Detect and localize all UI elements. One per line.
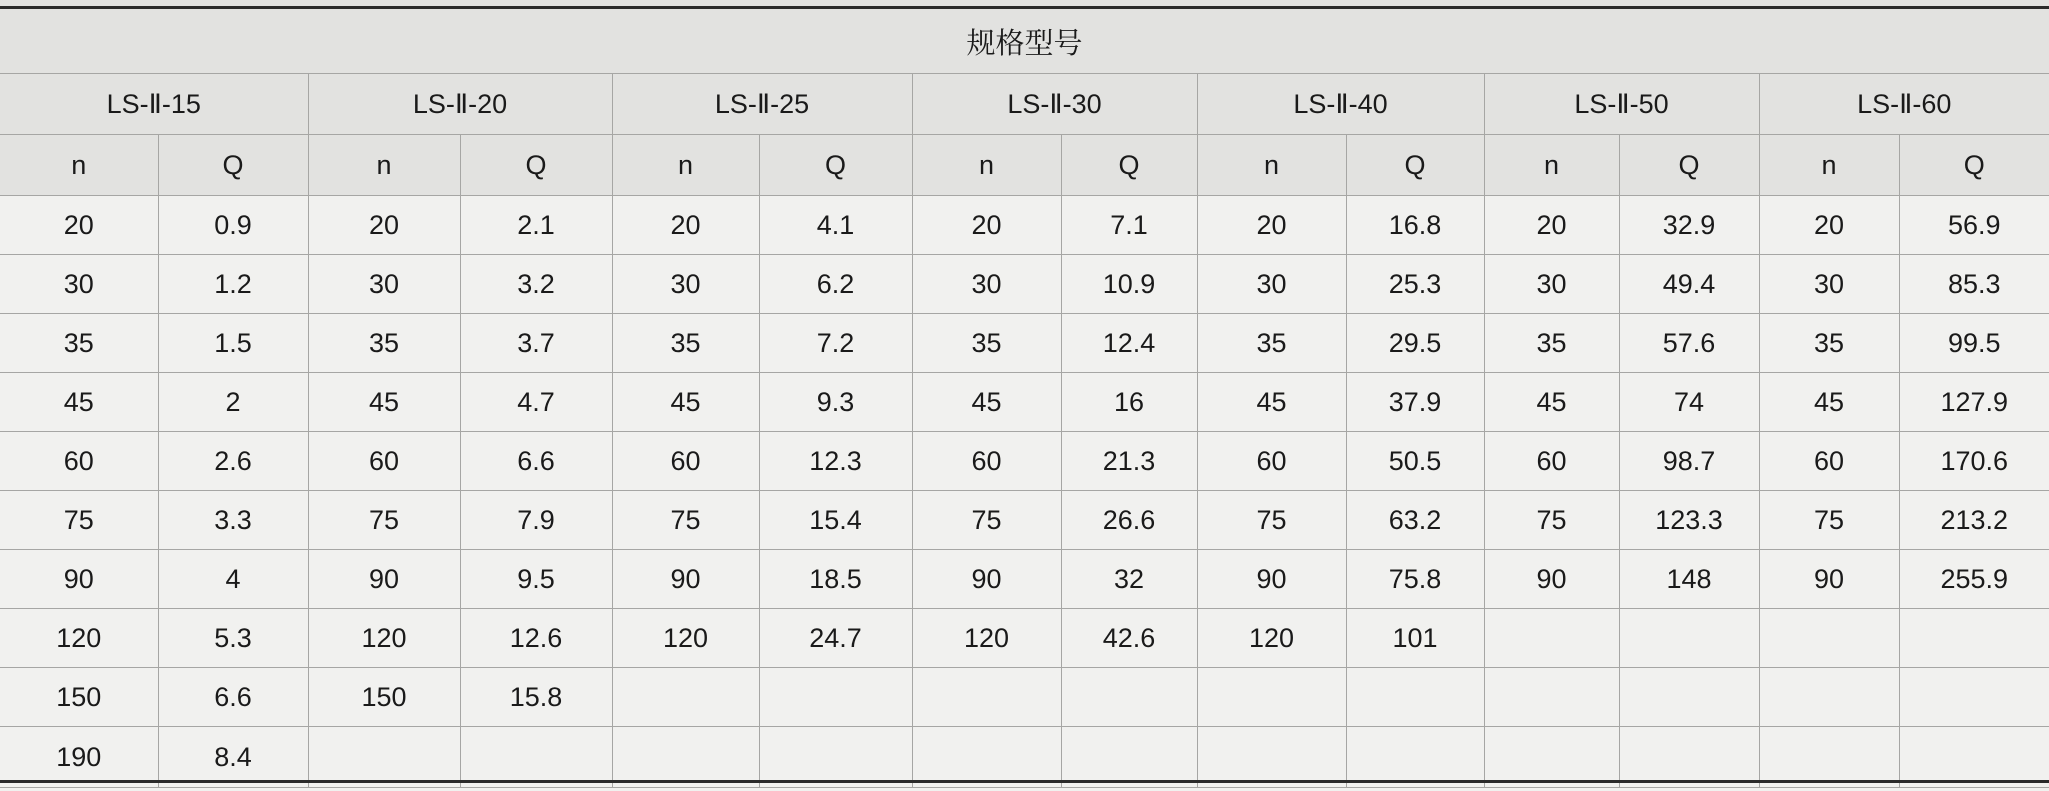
model-header: LS-Ⅱ-25 [612,74,912,135]
q-cell: 5.3 [158,609,308,668]
q-cell [1619,609,1759,668]
n-cell: 20 [1197,196,1346,255]
q-cell: 12.3 [759,432,912,491]
n-cell: 20 [1484,196,1619,255]
n-cell: 150 [308,668,460,727]
n-cell: 20 [912,196,1061,255]
n-cell: 60 [1759,432,1899,491]
n-cell [1759,668,1899,727]
n-cell: 190 [0,727,158,788]
n-cell: 20 [0,196,158,255]
n-cell: 75 [1484,491,1619,550]
q-cell [1061,727,1197,788]
q-cell: 63.2 [1346,491,1484,550]
q-cell: 9.3 [759,373,912,432]
q-cell: 3.7 [460,314,612,373]
n-cell [1759,727,1899,788]
n-cell: 45 [612,373,759,432]
q-cell: 2.6 [158,432,308,491]
n-cell: 45 [308,373,460,432]
n-cell: 30 [1484,255,1619,314]
n-cell: 30 [912,255,1061,314]
model-header: LS-Ⅱ-20 [308,74,612,135]
n-cell: 150 [0,668,158,727]
title-row [0,9,2049,74]
n-cell: 35 [912,314,1061,373]
q-cell: 170.6 [1899,432,2049,491]
n-cell: 90 [612,550,759,609]
q-cell [1061,668,1197,727]
n-cell: 45 [1484,373,1619,432]
n-header: n [0,135,158,196]
q-cell: 25.3 [1346,255,1484,314]
q-cell: 42.6 [1061,609,1197,668]
n-cell: 35 [612,314,759,373]
n-cell: 20 [308,196,460,255]
q-cell: 4 [158,550,308,609]
q-cell: 213.2 [1899,491,2049,550]
model-header-row [0,74,2049,135]
n-cell: 90 [1484,550,1619,609]
table-row [0,491,2049,550]
n-cell: 35 [1484,314,1619,373]
n-cell: 20 [1759,196,1899,255]
q-cell: 50.5 [1346,432,1484,491]
n-cell: 75 [1197,491,1346,550]
n-cell [1484,609,1619,668]
q-cell: 9.5 [460,550,612,609]
n-cell: 45 [1759,373,1899,432]
n-cell [1484,668,1619,727]
q-cell: 49.4 [1619,255,1759,314]
n-cell: 90 [912,550,1061,609]
q-cell: 74 [1619,373,1759,432]
n-cell: 60 [912,432,1061,491]
spec-table [0,9,2049,788]
n-cell: 90 [1197,550,1346,609]
q-cell [1899,668,2049,727]
n-cell: 60 [1484,432,1619,491]
q-cell: 6.2 [759,255,912,314]
q-header: Q [460,135,612,196]
n-cell [912,668,1061,727]
table-row [0,668,2049,727]
q-header: Q [759,135,912,196]
q-cell: 127.9 [1899,373,2049,432]
q-cell: 148 [1619,550,1759,609]
n-cell: 30 [1197,255,1346,314]
n-cell: 120 [1197,609,1346,668]
n-cell: 35 [1759,314,1899,373]
q-cell: 4.1 [759,196,912,255]
q-cell: 15.4 [759,491,912,550]
q-cell: 6.6 [460,432,612,491]
n-cell [1197,727,1346,788]
n-cell: 75 [612,491,759,550]
q-cell: 1.5 [158,314,308,373]
table-row [0,727,2049,788]
n-cell: 30 [308,255,460,314]
q-cell [1619,668,1759,727]
n-cell: 30 [1759,255,1899,314]
n-cell: 35 [308,314,460,373]
q-cell: 1.2 [158,255,308,314]
n-header: n [308,135,460,196]
q-cell: 123.3 [1619,491,1759,550]
n-cell: 75 [308,491,460,550]
q-cell: 4.7 [460,373,612,432]
n-cell: 20 [612,196,759,255]
q-header: Q [158,135,308,196]
n-cell [308,727,460,788]
n-cell: 120 [612,609,759,668]
q-header: Q [1899,135,2049,196]
q-cell: 16 [1061,373,1197,432]
q-cell: 15.8 [460,668,612,727]
model-header: LS-Ⅱ-15 [0,74,308,135]
n-cell: 60 [612,432,759,491]
q-cell [759,727,912,788]
table-row [0,609,2049,668]
n-header: n [1759,135,1899,196]
q-cell: 99.5 [1899,314,2049,373]
n-header: n [1197,135,1346,196]
n-cell: 90 [1759,550,1899,609]
q-cell: 56.9 [1899,196,2049,255]
n-cell: 75 [1759,491,1899,550]
sub-header-row [0,135,2049,196]
table-title: 规格型号 [0,9,2049,74]
q-cell: 7.2 [759,314,912,373]
n-cell: 60 [0,432,158,491]
q-cell [1899,727,2049,788]
q-cell: 24.7 [759,609,912,668]
q-cell: 57.6 [1619,314,1759,373]
q-header: Q [1061,135,1197,196]
q-cell: 85.3 [1899,255,2049,314]
table-row [0,373,2049,432]
table-row [0,196,2049,255]
q-cell [1346,727,1484,788]
q-cell [460,727,612,788]
q-cell: 26.6 [1061,491,1197,550]
n-cell: 75 [0,491,158,550]
q-cell: 29.5 [1346,314,1484,373]
bottom-rule [0,780,2049,783]
q-cell: 12.6 [460,609,612,668]
table-row [0,550,2049,609]
q-cell [1899,609,2049,668]
q-cell: 12.4 [1061,314,1197,373]
q-cell: 6.6 [158,668,308,727]
table-row [0,255,2049,314]
q-cell: 32.9 [1619,196,1759,255]
q-cell [1619,727,1759,788]
q-cell: 75.8 [1346,550,1484,609]
q-cell: 3.3 [158,491,308,550]
q-header: Q [1619,135,1759,196]
n-cell: 60 [1197,432,1346,491]
q-cell: 18.5 [759,550,912,609]
q-cell: 7.1 [1061,196,1197,255]
q-cell: 37.9 [1346,373,1484,432]
n-cell [912,727,1061,788]
n-cell [1759,609,1899,668]
model-header: LS-Ⅱ-40 [1197,74,1484,135]
q-cell [759,668,912,727]
n-cell: 90 [0,550,158,609]
q-cell: 8.4 [158,727,308,788]
n-cell: 120 [308,609,460,668]
model-header: LS-Ⅱ-30 [912,74,1197,135]
model-header: LS-Ⅱ-50 [1484,74,1759,135]
n-cell: 30 [0,255,158,314]
q-cell: 2.1 [460,196,612,255]
q-cell: 3.2 [460,255,612,314]
n-cell [1197,668,1346,727]
n-cell [612,727,759,788]
n-cell: 45 [1197,373,1346,432]
n-cell: 90 [308,550,460,609]
table-row [0,432,2049,491]
n-header: n [912,135,1061,196]
n-cell: 120 [912,609,1061,668]
n-header: n [612,135,759,196]
q-cell: 255.9 [1899,550,2049,609]
q-header: Q [1346,135,1484,196]
q-cell: 101 [1346,609,1484,668]
q-cell: 98.7 [1619,432,1759,491]
n-cell [612,668,759,727]
q-cell [1346,668,1484,727]
n-cell: 60 [308,432,460,491]
q-cell: 0.9 [158,196,308,255]
q-cell: 16.8 [1346,196,1484,255]
q-cell: 10.9 [1061,255,1197,314]
model-header: LS-Ⅱ-60 [1759,74,2049,135]
n-cell [1484,727,1619,788]
table-body [0,196,2049,788]
n-cell: 45 [912,373,1061,432]
q-cell: 21.3 [1061,432,1197,491]
n-cell: 30 [612,255,759,314]
n-header: n [1484,135,1619,196]
q-cell: 7.9 [460,491,612,550]
q-cell: 32 [1061,550,1197,609]
n-cell: 35 [0,314,158,373]
n-cell: 75 [912,491,1061,550]
n-cell: 45 [0,373,158,432]
n-cell: 35 [1197,314,1346,373]
q-cell: 2 [158,373,308,432]
n-cell: 120 [0,609,158,668]
table-row [0,314,2049,373]
